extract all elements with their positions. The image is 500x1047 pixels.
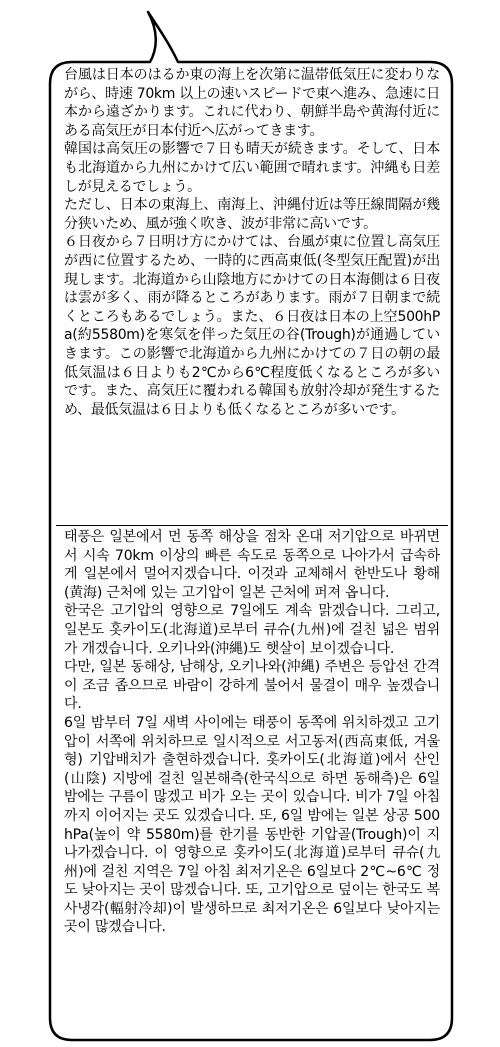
korean-text-section xyxy=(64,528,440,937)
section-divider xyxy=(56,525,448,526)
kr-paragraph: 태풍은 일본에서 먼 동쪽 해상을 점차 온대 저기압으로 바뀌면서 시속 70km 이상의 빠른 속도로 동쪽으로 나아가서 급속하게 일본에서 멀어지겠습니다. 이것과 교체해서 한반도나 황해(黄海) 근처에 있는 고기압이 일본 근처에 퍼져 옵니다. xyxy=(64,529,440,601)
kr-paragraph: 다만, 일본 동해상, 남해상, 오키나와(沖縄) 주변은 등압선 간격이 조금 좁으므로 바람이 강하게 불어서 물결이 매우 높겠습니다. xyxy=(64,659,440,713)
jp-paragraph: 韓国は高気圧の影響で７日も晴天が続きます。そして、日本も北海道から九州にかけて広い範囲で晴れます。沖縄も日差しが見えるでしょう。 xyxy=(64,141,440,195)
kr-paragraph: 한국은 고기압의 영향으로 7일에도 계속 맑겠습니다. 그리고, 일본도 홋카이도(北海道)로부터 큐슈(九州)에 걸친 넓은 범위가 개겠습니다. 오키나와(沖縄)도 햇살이 보이겠습니다. xyxy=(64,603,440,657)
japanese-text-section xyxy=(64,66,440,419)
jp-paragraph: ６日夜から７日明け方にかけては、台風が東に位置し高気圧が西に位置するため、一時的に西高東低(冬型気圧配置)が出現します。北海道から山陰地方にかけての日本海側は６日夜は雲が多く、雨が降るところがあります。雨が７日朝まで続くところもあるでしょう。また、６日夜は日本の上空500hPa(約5580m)を寒気を伴った気圧の谷(Trough)が通過していきます。この影響で北海道から九州にかけての７日の朝の最低気温は６日よりも2℃から6℃程度低くなるところが多いです。また、高気圧に覆われる韓国も放射冷却が発生するため、最低気温は６日よりも低くなるところが多いです。 xyxy=(64,234,440,418)
jp-paragraph: ただし、日本の東海上、南海上、沖縄付近は等圧線間隔が幾分狭いため、風が強く吹き、波が非常に高いです。 xyxy=(64,197,440,232)
kr-paragraph: 6일 밤부터 7일 새벽 사이에는 태풍이 동쪽에 위치하겠고 고기압이 서쪽에 위치하므로 일시적으로 서고동저(西高東低, 겨울형) 기압배치가 출현하겠습니다. 홋카이도(北海道)에서 산인(山陰) 지방에 걸친 일본해측(한국식으로 하면 동해측)은 6일 밤에는 구름이 많겠고 비가 오는 곳이 있습니다. 비가 7일 아침까지 이어지는 곳도 있겠습니다. 또, 6일 밤에는 일본 상공 500hPa(높이 약 5580m)를 한기를 동반한 기압골(Trough)이 지나가겠습니다. 이 영향으로 홋카이도(北海道)로부터 큐슈(九州)에 걸친 지역은 7일 아침 최저기온은 6일보다 2℃~6℃ 정도 낮아지는 곳이 많겠습니다. 또, 고기압으로 덮이는 한국도 복사냉각(輻射冷却)이 발생하므로 최저기온은 6일보다 낮아지는 곳이 많겠습니다. xyxy=(64,714,440,936)
jp-paragraph: 台風は日本のはるか東の海上を次第に温帯低気圧に変わりながら、時速 70km 以上の速いスピードで東へ進み、急速に日本から遠ざかります。これに代わり、朝鮮半島や黄海付近にある高気圧が日本付近へ広がってきます。 xyxy=(64,67,440,139)
